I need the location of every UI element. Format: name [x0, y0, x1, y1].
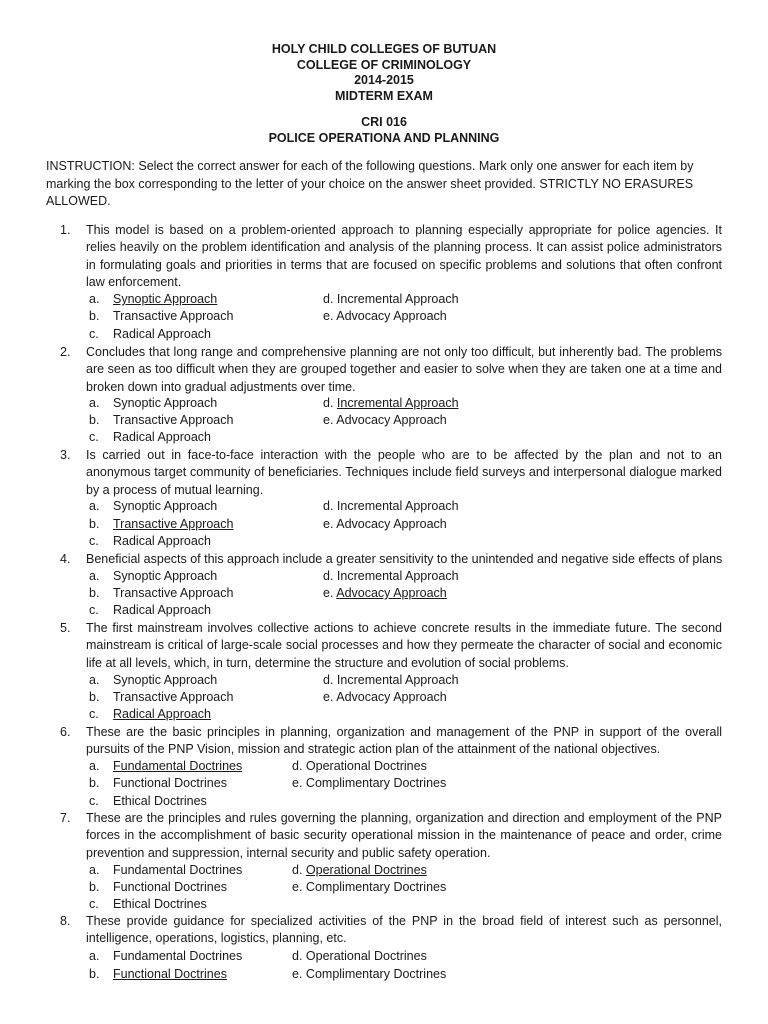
question-text: Concludes that long range and comprehensive planning are not only too difficult, but inherently bad. The problems are seen as too difficult when they are grouped together and easier to solve when they are taken one at a time and broken down into gradual adjustments over time. [86, 345, 722, 394]
option-letter: b. [89, 586, 100, 600]
option-letter: a. [89, 759, 100, 773]
course-title: POLICE OPERATIONA AND PLANNING [268, 130, 500, 145]
option-d [323, 395, 459, 412]
exam-header [0, 42, 768, 104]
option-text: Synoptic Approach [113, 673, 218, 687]
question-text: The first mainstream involves collective actions to achieve concrete results in the immediate future. The second mainstream is critical of large-scale social processes and how they permeate the character of social and economic life at all levels, which, in turn, determine the structure and evolution of social problems. [86, 621, 722, 670]
option-letter: a. [89, 569, 100, 583]
option-letter: b. [89, 776, 100, 790]
option-e [323, 585, 447, 602]
option-letter: b. [89, 517, 100, 531]
option-e [323, 516, 447, 533]
option-d [323, 498, 459, 515]
question-number: 6. [60, 725, 71, 739]
option-text: Incremental Approach [336, 292, 459, 306]
option-d [292, 862, 427, 879]
question-text: These are the principles and rules governing the planning, organization and direction and employment of the PNP forces in the accomplishment of basic security operational mission in the maintenance of peace and order, crime prevention and suppression, internal security and public safety operation. [86, 811, 722, 860]
question-number: 1. [60, 223, 71, 237]
option-text: Complimentary Doctrines [305, 880, 447, 894]
option-letter: e. [292, 776, 303, 790]
option-e [292, 775, 446, 792]
option-e [323, 412, 447, 429]
option-text: Incremental Approach [336, 569, 459, 583]
option-letter: e. [323, 690, 334, 704]
question-text: These are the basic principles in planning, organization and management of the PNP in support of the overall pursuits of the PNP Vision, mission and strategic action plan of the attainment of the national objectives. [86, 725, 722, 757]
option-text: Transactive Approach [113, 413, 234, 427]
option-letter: b. [89, 309, 100, 323]
question-text: Is carried out in face-to-face interaction with the people who are to be affected by the plan and not to an anonymous target community of beneficiaries. Techniques include field surveys and interpersonal dialogue marked by a process of mutual learning. [86, 448, 722, 497]
option-text: Radical Approach [113, 534, 211, 548]
option-letter: d. [292, 863, 303, 877]
option-letter: e. [323, 413, 334, 427]
option-d [323, 568, 459, 585]
option-letter: d. [292, 949, 303, 963]
option-letter: c. [89, 707, 99, 721]
option-text: Synoptic Approach [113, 292, 218, 306]
option-text: Complimentary Doctrines [305, 967, 447, 981]
course-code: CRI 016 [361, 115, 407, 129]
option-text: Synoptic Approach [113, 499, 218, 513]
option-text: Transactive Approach [113, 690, 234, 704]
option-letter: b. [89, 690, 100, 704]
option-text: Ethical Doctrines [113, 897, 207, 911]
option-letter: a. [89, 673, 100, 687]
option-text: Functional Doctrines [113, 880, 227, 894]
option-text: Functional Doctrines [113, 776, 227, 790]
option-text: Complimentary Doctrines [305, 776, 447, 790]
option-e [292, 879, 446, 896]
option-d [292, 948, 427, 965]
option-letter: c. [89, 794, 99, 808]
option-letter: c. [89, 534, 99, 548]
option-letter: a. [89, 949, 100, 963]
option-text: Incremental Approach [336, 499, 459, 513]
question-number: 8. [60, 914, 71, 928]
option-letter: c. [89, 897, 99, 911]
option-text: Advocacy Approach [336, 413, 447, 427]
option-letter: b. [89, 413, 100, 427]
option-e [292, 966, 446, 983]
option-text: Synoptic Approach [113, 396, 218, 410]
option-letter: d. [323, 673, 334, 687]
option-text: Fundamental Doctrines [113, 863, 243, 877]
question-number: 5. [60, 621, 71, 635]
question-text: Beneficial aspects of this approach include a greater sensitivity to the unintended and negative side effects of plans [86, 552, 723, 566]
question-number: 3. [60, 448, 71, 462]
question-number: 7. [60, 811, 71, 825]
option-text: Operational Doctrines [305, 949, 427, 963]
option-text: Fundamental Doctrines [113, 949, 243, 963]
option-letter: a. [89, 499, 100, 513]
school-name: HOLY CHILD COLLEGES OF BUTUAN [271, 42, 497, 56]
option-d [323, 291, 459, 308]
question-number: 4. [60, 552, 71, 566]
option-text: Incremental Approach [336, 396, 459, 410]
course-header [0, 115, 768, 146]
option-letter: e. [323, 517, 334, 531]
option-letter: e. [292, 880, 303, 894]
instruction-text: INSTRUCTION: Select the correct answer for each of the following questions. Mark only one answer for each item by marking the box corresponding to the letter of your choice on the answer sheet provided. STRICTLY NO ERASURES ALLOWED. [46, 159, 694, 208]
option-d [323, 672, 459, 689]
option-text: Radical Approach [113, 707, 211, 721]
option-letter: a. [89, 292, 100, 306]
option-letter: c. [89, 327, 99, 341]
option-text: Synoptic Approach [113, 569, 218, 583]
question-text: These provide guidance for specialized activities of the PNP in the broad field of interest such as personnel, intelligence, operations, logistics, planning, etc. [86, 914, 722, 946]
option-text: Incremental Approach [336, 673, 459, 687]
question-number: 2. [60, 345, 71, 359]
option-letter: d. [323, 499, 334, 513]
option-letter: e. [323, 309, 334, 323]
option-text: Transactive Approach [113, 517, 234, 531]
option-e [323, 689, 447, 706]
question-text: This model is based on a problem-oriented approach to planning especially appropriate for police agencies. It relies heavily on the problem identification and analysis of the planning process. It can assist police administrators in formulating goals and priorities in terms that are focused on specific problems and solutions that often confront law enforcement. [86, 223, 722, 289]
option-text: Radical Approach [113, 430, 211, 444]
option-letter: d. [323, 396, 334, 410]
option-text: Fundamental Doctrines [113, 759, 243, 773]
option-letter: d. [323, 569, 334, 583]
school-year: 2014-2015 [354, 73, 414, 87]
option-text: Radical Approach [113, 327, 211, 341]
option-letter: b. [89, 880, 100, 894]
option-letter: a. [89, 396, 100, 410]
option-d [292, 758, 427, 775]
option-letter: d. [292, 759, 303, 773]
option-text: Transactive Approach [113, 309, 234, 323]
option-text: Advocacy Approach [336, 690, 447, 704]
option-text: Radical Approach [113, 603, 211, 617]
option-e [323, 308, 447, 325]
option-letter: b. [89, 967, 100, 981]
option-text: Operational Doctrines [305, 863, 427, 877]
exam-title: MIDTERM EXAM [335, 88, 433, 103]
option-letter: d. [323, 292, 334, 306]
option-text: Ethical Doctrines [113, 794, 207, 808]
option-letter: a. [89, 863, 100, 877]
option-text: Operational Doctrines [305, 759, 427, 773]
college-name: COLLEGE OF CRIMINOLOGY [296, 57, 472, 72]
option-text: Advocacy Approach [336, 586, 447, 600]
option-text: Advocacy Approach [336, 517, 447, 531]
option-letter: c. [89, 603, 99, 617]
option-letter: e. [323, 586, 334, 600]
option-text: Functional Doctrines [113, 967, 227, 981]
option-text: Advocacy Approach [336, 309, 447, 323]
option-letter: c. [89, 430, 99, 444]
option-letter: e. [292, 967, 303, 981]
option-text: Transactive Approach [113, 586, 234, 600]
